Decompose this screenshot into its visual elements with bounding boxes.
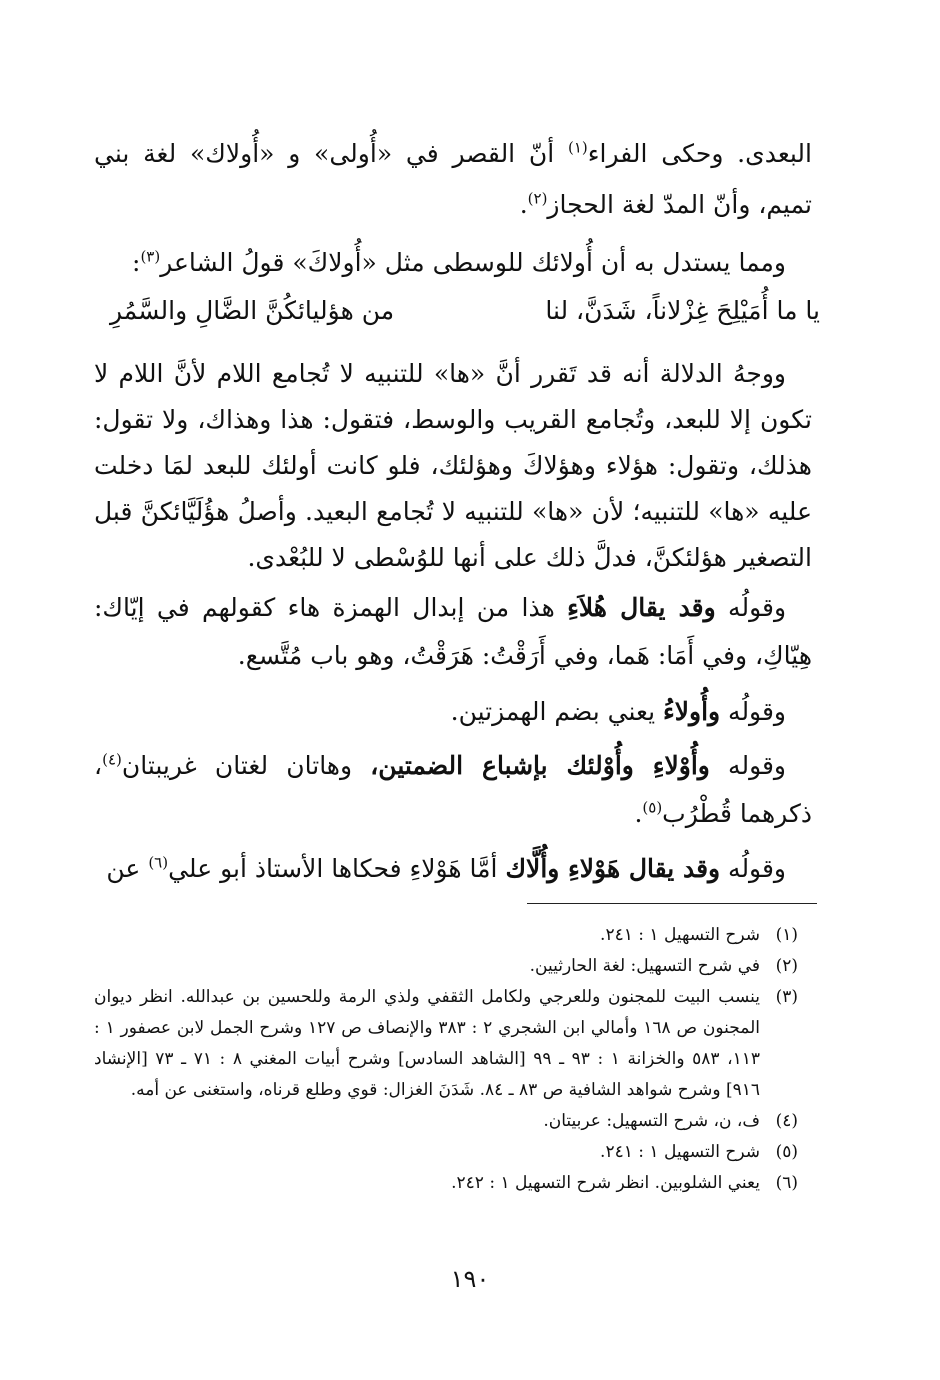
page-number: ١٩٠ [450,1265,490,1293]
text-run: عن [106,854,149,883]
quoted-term: وأُولاءُ [662,697,721,726]
text-run: وقولُه [720,697,786,726]
text-run: وهاتان لغتان غريبتان [121,751,371,780]
footnote-item [94,982,798,1106]
footnote-item [94,1168,798,1199]
text-run: ، ذكرهما قُطْرُب [94,751,812,828]
footnote-item [94,1137,798,1168]
footnote-number: (٥) [775,1142,798,1162]
footnote-ref[interactable]: (٢) [527,189,548,208]
text-run: ومما يستدل به أن أُولائك للوسطى مثل «أُولاكَ» قولُ الشاعر [160,248,786,277]
verse-hemistich-first: يا ما أُمَيْلِحَ غِزْلاناً، شَدَنَّ، لنا [545,296,820,325]
text-run: وقولُه [720,854,786,883]
text-run: هذا من إبدال الهمزة هاء كقولهم في إيّاك: هِيّاكِ، وفي أَمَا: هَما، وفي أَرَقْتُ: هَرَقْتُ، وهو باب مُتَّسع. [94,593,812,670]
text-run: . [634,799,643,828]
footnote-number: (٦) [775,1173,798,1193]
text-run: وقوله [709,751,787,780]
quoted-term: وقد يقال هُلاَءِ [567,593,716,622]
paragraph-2 [94,237,812,288]
text-run: يعني بضم الهمزتين. [450,697,663,726]
footnote-text: شرح التسهيل ١ : ٢٤١. [600,925,760,945]
text-run: . [519,190,528,219]
paragraph-1 [94,128,812,230]
footnote-ref[interactable]: (١) [567,138,588,157]
footnote-text: ينسب البيت للمجنون وللعرجي ولكامل الثقفي ولذي الرمة وللحسين بن عبدالله. انظر ديوان المجنون ص ١٦٨ وأمالي ابن الشجري ٢ : ٣٨٣ والإنصاف ص ١٢٧ وشرح الجمل لابن عصفور ١ : ١١٣، ٥٨٣ والخزانة ١ : ٩٣ ـ ٩٩ [الشاهد السادس] وشرح أبيات المغني ٨ : ٧١ ـ ٧٣ [الإنشاد ٩١٦] وشرح شواهد الشافية ص ٨٣ ـ ٨٤. شَدَنَ الغزال: قوي وطلع قرناه، واستغنى عن أمه. [94,987,761,1100]
footnote-text: يعني الشلوبين. انظر شرح التسهيل ١ : ٢٤٢. [451,1173,760,1193]
paragraph-4 [94,584,812,680]
text-run: أنّ القصر في «أُولى» و «أُولاك» لغة بني تميم، وأنّ المدّ لغة الحجاز [94,139,812,219]
footnote-item [94,951,798,982]
paragraph-5 [94,686,812,737]
quoted-term: وأُوْلاءِ وأُوْلئك بإشباع الضمتين، [370,751,710,780]
footnote-number: (٣) [775,987,798,1007]
paragraph-3 [94,351,812,581]
footnote-item [94,1106,798,1137]
text-run: أمَّا هَوْلاءِ فحكاها الأستاذ أبو علي [168,854,506,883]
footnote-ref[interactable]: (٤) [102,750,122,769]
footnote-number: (٤) [775,1111,798,1131]
footnote-separator [527,903,817,904]
footnotes [94,920,798,1199]
footnote-number: (٢) [775,956,798,976]
text-run: : [132,248,141,277]
footnote-item [94,920,798,951]
paragraph-7 [94,843,812,894]
verse-hemistich-second: من هؤليائكُنَّ الضَّالِ والسَّمُرِ [110,296,395,325]
footnote-text: في شرح التسهيل: لغة الحارثيين. [529,956,760,976]
paragraph-6 [94,742,812,838]
footnote-text: شرح التسهيل ١ : ٢٤١. [600,1142,760,1162]
quoted-term: وقد يقال هَوْلاءِ وأُلَّاك [505,854,721,883]
footnote-ref[interactable]: (٥) [642,798,663,817]
poetry-verse [110,296,820,350]
footnote-text: ف، ن، شرح التسهيل: عربيتان. [543,1111,760,1131]
text-run: البعدى. وحكى الفراء [587,139,812,168]
footnote-number: (١) [775,925,798,945]
footnote-ref[interactable]: (٣) [140,247,161,266]
text-run: ووجهُ الدلالة أنه قد تَقرر أنَّ «ها» للتنبيه لا تُجامع اللام لأنَّ اللام لا تكون إلا للبعد، وتُجامع القريب والوسط، فتقول: هذا وهذاك، ولا تقول: هذلك، وتقول: هؤلاء وهؤلاكَ وهؤلئك، فلو كانت أولئك للبعد لمَا دخلت عليه «ها» للتنبيه؛ لأن «ها» للتنبيه لا تُجامع البعيد. وأصلُ هؤُلَيَّائكنَّ قبل التصغير هؤلئكنَّ، فدلَّ ذلك على أنها للوُسْطى لا للبُعْدى. [94,359,812,572]
text-run: وقولُه [715,593,787,622]
footnote-ref[interactable]: (٦) [148,853,169,872]
